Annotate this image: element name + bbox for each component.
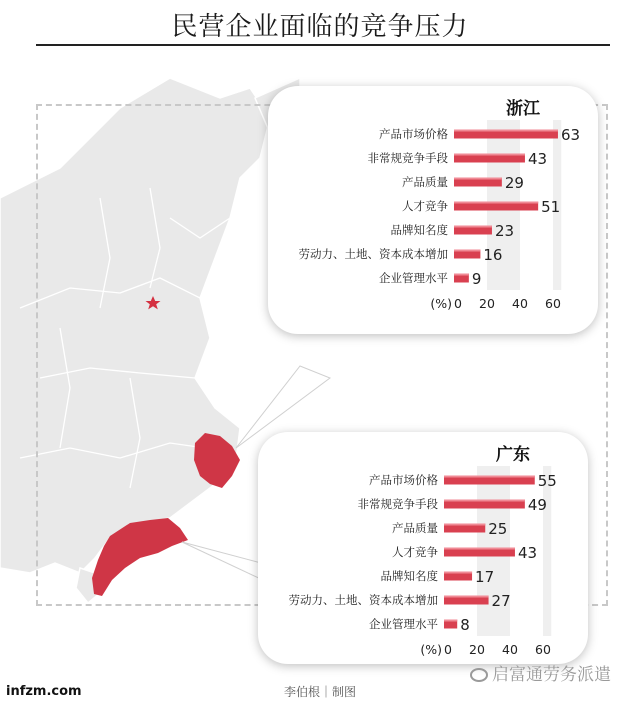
guangdong-bar-highlight: [444, 476, 535, 478]
credit-text: 李伯根｜制图: [283, 685, 356, 699]
zhejiang-category-label: 产品质量: [402, 175, 448, 189]
zhejiang-category-label: 劳动力、土地、资本成本增加: [298, 247, 448, 261]
zhejiang-tick-label: 20: [479, 296, 495, 311]
zhejiang-value-label: 23: [494, 222, 515, 240]
zhejiang-value-label: 43: [527, 150, 548, 168]
guangdong-bar-highlight: [444, 572, 472, 574]
guangdong-bar-highlight: [444, 500, 525, 502]
guangdong-chart-panel: [258, 432, 588, 664]
zhejiang-bar-chart: [268, 86, 598, 334]
guangdong-category-label: 劳动力、土地、资本成本增加: [288, 593, 438, 607]
guangdong-value-label: 43: [517, 544, 538, 562]
guangdong-value-label: 27: [491, 592, 511, 610]
zhejiang-bar-highlight: [454, 178, 502, 180]
zhejiang-category-label: 非常规竞争手段: [367, 151, 448, 165]
guangdong-tick-label: 20: [469, 642, 485, 657]
guangdong-grid-band: [543, 466, 551, 636]
guangdong-category-label: 产品市场价格: [369, 473, 438, 487]
zhejiang-bar-highlight: [454, 274, 469, 276]
zhejiang-unit-label: (%): [430, 296, 452, 311]
guangdong-tick-label: 0: [444, 642, 452, 657]
guangdong-bar-highlight: [444, 524, 485, 526]
watermark: [470, 660, 611, 685]
zhejiang-category-label: 产品市场价格: [379, 127, 448, 141]
zhejiang-tick-label: 40: [512, 296, 528, 311]
zhejiang-bar-highlight: [454, 130, 558, 132]
guangdong-category-label: 产品质量: [392, 521, 438, 535]
wechat-icon: [470, 668, 488, 682]
guangdong-value-label: 8: [460, 616, 470, 634]
guangdong-value-label: 25: [488, 520, 508, 538]
zhejiang-category-label: 品牌知名度: [390, 223, 448, 237]
guangdong-value-label: 49: [527, 496, 547, 514]
zhejiang-bar-highlight: [454, 250, 480, 252]
zhejiang-category-label: 人才竞争: [402, 199, 448, 213]
zhejiang-category-label: 企业管理水平: [379, 271, 448, 285]
watermark-text: 启富通劳务派遣: [492, 665, 611, 685]
page-title: 民营企业面临的竞争压力: [171, 12, 469, 42]
guangdong-bar-highlight: [444, 620, 457, 622]
zhejiang-value-label: 9: [471, 270, 482, 288]
zhejiang-chart-title: 浙江: [506, 99, 540, 119]
zhejiang-value-label: 63: [560, 126, 581, 144]
guangdong-category-label: 非常规竞争手段: [357, 497, 438, 511]
zhejiang-tick-label: 60: [545, 296, 561, 311]
zhejiang-bar-highlight: [454, 202, 538, 204]
guangdong-unit-label: (%): [420, 642, 442, 657]
zhejiang-tick-label: 0: [454, 296, 462, 311]
zhejiang-value-label: 51: [541, 198, 561, 216]
guangdong-category-label: 企业管理水平: [369, 617, 438, 631]
zhejiang-value-label: 16: [483, 246, 503, 264]
guangdong-bar-chart: [258, 432, 588, 664]
guangdong-category-label: 人才竞争: [392, 545, 438, 559]
guangdong-bar-highlight: [444, 548, 515, 550]
zhejiang-bar-highlight: [454, 154, 525, 156]
guangdong-category-label: 品牌知名度: [380, 569, 438, 583]
guangdong-tick-label: 60: [535, 642, 551, 657]
site-logo-text: infzm.com: [6, 684, 82, 699]
guangdong-bar-highlight: [444, 596, 489, 598]
title-divider: [36, 44, 610, 46]
zhejiang-value-label: 29: [504, 174, 524, 192]
guangdong-tick-label: 40: [502, 642, 518, 657]
guangdong-value-label: 17: [475, 568, 495, 586]
zhejiang-bar-highlight: [454, 226, 492, 228]
guangdong-value-label: 55: [537, 472, 557, 490]
guangdong-chart-title: 广东: [496, 445, 530, 465]
zhejiang-chart-panel: [268, 86, 598, 334]
